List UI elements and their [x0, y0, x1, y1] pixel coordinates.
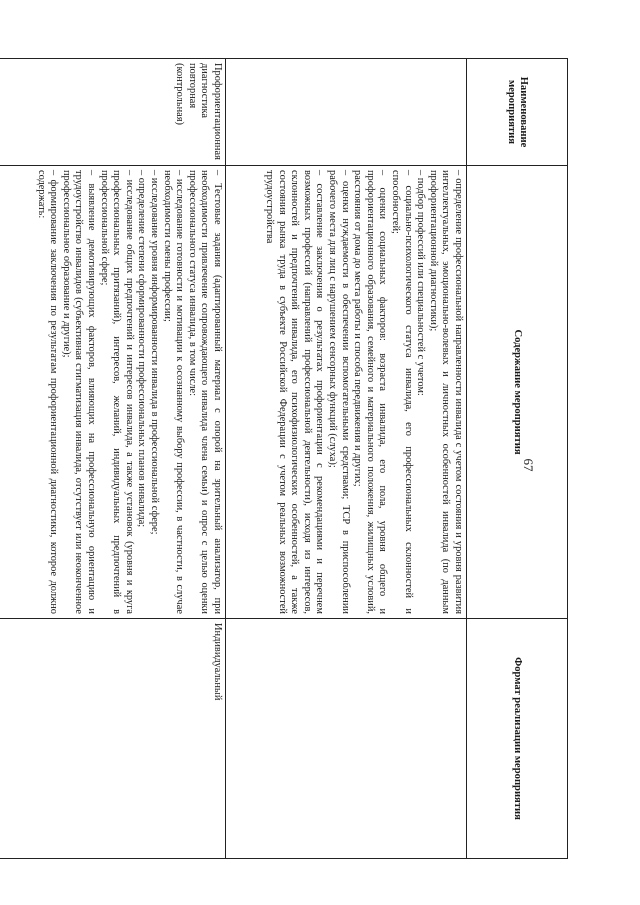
content-line: – исследование готовности и мотивации к осознанному выбору профессии, в частности, в случае необходимости смены профессии;: [161, 170, 186, 614]
page-number: 67: [521, 458, 536, 472]
content-line: – исследование общих предпочтений и интересов инвалида, а также установок (уровня и круга профессиональных притязаний), интересов, желаний, индивидуальных предпочтений в профессиональной сфере;: [98, 170, 135, 614]
content-line: – социально-психологического статуса инвалида, его профессиональных склонностей и способностей;: [390, 170, 414, 614]
events-table: [0, 58, 568, 859]
content-line: – исследование уровня информированности инвалида в профессиональной сфере;: [149, 170, 161, 535]
content-line: – оценки социальных факторов: возраста инвалида, его пола, уровня общего и профориентационного образования, семейного и материального положения, жилищных условий, расстояния от дома до места работы и способа передвижения и других;: [352, 170, 389, 614]
row-content-cell: [0, 166, 226, 619]
header-format: Формат реализации мероприятия: [467, 619, 568, 859]
header-name: Наименование мероприятия: [467, 59, 568, 166]
row-format-cell: [226, 619, 467, 859]
table-header-row: [467, 59, 568, 859]
content-line: – оценки нуждаемости в обеспечении вспомогательными средствами; ТСР в приспособлении рабочего места для лиц с нарушением сенсорных функций (слуха);: [327, 170, 351, 614]
header-content: Содержание мероприятия: [467, 166, 568, 619]
content-line: – Тестовые задания (адаптированный материал с опорой на зрительный анализатор, при необходимости привлечение сопровождающего инвалида члена семьи) и опрос с целью оценки профессионального статуса инвалида, в том числе:: [186, 170, 223, 614]
content-line: – выявление демотивирующих факторов, влияющих на профессиональную ориентацию и трудоустройство инвалидов (субъективная стигматизация инвалида, отсутствует или неоконченное профессиональное образование и другие);: [60, 170, 98, 614]
content-line: – определение степени сформированности профессиональных планов инвалида;: [136, 170, 148, 528]
table-row: [226, 59, 467, 859]
content-line: – формирование заключения по результатам профориентационной диагностики, которое должно содержать:: [35, 170, 60, 614]
row-content-cell: [226, 166, 467, 619]
table-row: [0, 59, 226, 859]
row-name-cell: Профориентационная диагностика повторная (контрольная): [0, 59, 226, 166]
content-line: – составление заключения о результатах профориентации с рекомендациями и перечнем возможных профессий (направлений профессиональной деятельности), исходя из интересов, склонностей и предпочтений инвалида, его психофизиологических особенностей, а также состояния рынка труда в субъекте Российской Федерации с учетом реальных возможностей трудоустройства: [264, 170, 326, 614]
content-line: – подбор профессий или специальностей с учетом:: [415, 170, 427, 396]
content-line: – определение профессиональной направленности инвалида с учетом состояния и уровня развития интеллектуальных, эмоционально-волевых и личностных особенностей инвалида (по данным профориентационной диагностики);: [427, 170, 464, 614]
row-name-cell: [226, 59, 467, 166]
row-format-cell: Индивидуальный: [0, 619, 226, 859]
